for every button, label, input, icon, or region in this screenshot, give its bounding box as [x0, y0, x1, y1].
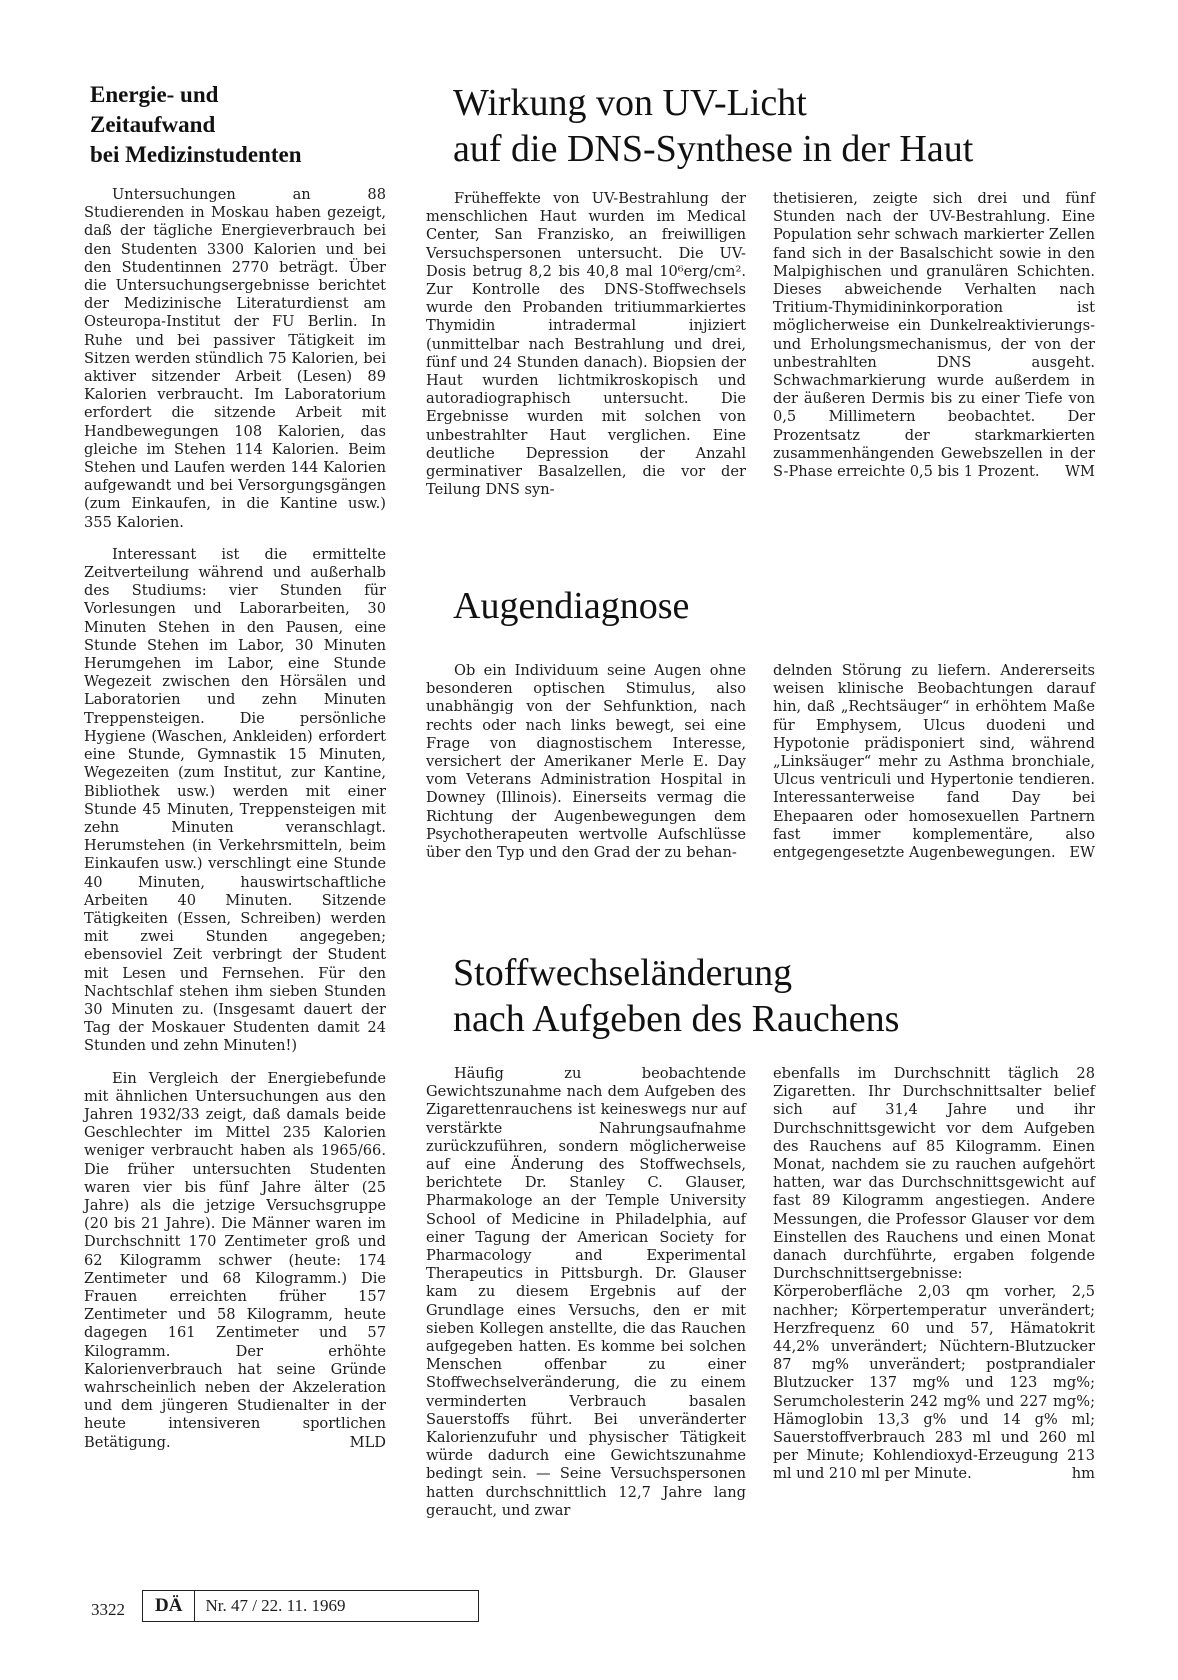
smoke-signature: hm	[1071, 1465, 1095, 1483]
uv-col-2: thetisieren, zeigte sich drei und fünf Stunden nach der UV-Bestrahlung. Eine Population sehr schwach markierter Zellen fand sich in der Basalschicht sowie in den Malpighischen und granulären Schichten. Dieses abweichende Verhalten nach Tritium-Thymidininkorporation ist möglicherweise ein Dunkelreaktivierungs- und Erholungsmechanismus, der von der unbestrahlten DNS ausgeht. Schwachmarkierung wurde außerdem in der äußeren Dermis bis zu einer Tiefe von 0,5 Millimetern beobachtet. Der Prozentsatz der starkmarkierten zusammenhängenden Gewebszellen in der S-Phase erreichte 0,5 bis 1 Prozent. WM	[773, 190, 1095, 481]
page-number: 3322	[91, 1600, 125, 1619]
uv-signature: WM	[1065, 463, 1095, 481]
uv-article-title: Wirkung von UV-Licht auf die DNS-Synthese in der Haut	[453, 82, 974, 170]
eye-article-title: Augendiagnose	[453, 585, 690, 627]
left-article-title: Energie- und Zeitaufwand bei Medizinstudenten	[90, 82, 302, 167]
eye-col-1: Ob ein Individuum seine Augen ohne besonderen optischen Stimulus, also unabhängig von der Sehfunktion, nach rechts oder nach links bewegt, sei eine Frage von diagnostischem Interesse, versichert der Amerikaner Merle E. Day vom Veterans Administration Hospital in Downey (Illinois). Einerseits vermag die Richtung der Augenbewegungen dem Psychotherapeuten wertvolle Aufschlüsse über den Typ und den Grad der zu behan-	[426, 662, 746, 862]
eye-signature: EW	[1069, 844, 1095, 862]
smoke-article-title: Stoffwechseländerung nach Aufgeben des Rauchens	[453, 952, 900, 1040]
left-signature: MLD	[349, 1433, 386, 1451]
left-article-body	[84, 186, 386, 1452]
left-paragraph: Ein Vergleich der Energiebefunde mit ähnlichen Untersuchungen aus den Jahren 1932/33 zeigt, daß damals beide Geschlechter im Mittel 235 Kalorien weniger verbraucht haben als 1965/66. Die früher untersuchten Studenten waren vier bis fünf Jahre älter (25 Jahre) als die jetzige Versuchsgruppe (20 bis 21 Jahre). Die Männer waren im Durchschnitt 170 Zentimeter groß und 62 Kilogramm schwer (heute: 174 Zentimeter und 68 Kilogramm.) Die Frauen erreichten früher 157 Zentimeter und 58 Kilogramm, heute dagegen 161 Zentimeter und 57 Kilogramm. Der erhöhte Kalorienverbrauch hat seine Gründe wahrscheinlich neben der Akzeleration und dem jüngeren Studienalter in der heute intensiveren sportlichen Betätigung. MLD	[84, 1069, 386, 1451]
left-paragraph: Interessant ist die ermittelte Zeitverteilung während und außerhalb des Studiums: vier Stunden für Vorlesungen und Laborarbeiten, 30 Minuten Stehen in den Pausen, eine Stunde Stehen im Labor, 30 Minuten Herumgehen im Labor, eine Stunde Wegezeit zwischen den Hörsälen und Laboratorien und zehn Minuten Treppensteigen. Die persönliche Hygiene (Waschen, Ankleiden) erfordert eine Stunde, Gymnastik 15 Minuten, Wegezeiten (zum Institut, zur Kantine, Bibliothek usw.) werden mit einer Stunde 45 Minuten, Treppensteigen mit zehn Minuten veranschlagt. Herumstehen (in Verkehrsmitteln, beim Einkaufen usw.) verschlingt eine Stunde 40 Minuten, hauswirtschaftliche Arbeiten 40 Minuten. Sitzende Tätigkeiten (Essen, Schreiben) werden mit zwei Stunden angegeben; ebensoviel Zeit verbringt der Student mit Lesen und Fernsehen. Für den Nachtschlaf stehen ihm sieben Stunden 30 Minuten zu. (Insgesamt dauert der Tag der Moskauer Studenten damit 24 Stunden und zehn Minuten!)	[84, 545, 386, 1055]
eye-col-2: delnden Störung zu liefern. Andererseits weisen klinische Beobachtungen darauf hin, daß „Rechtsäuger“ in erhöhtem Maße für Emphysem, Ulcus duodeni und Hypotonie prädisponiert sind, während „Linksäuger“ mehr zu Asthma bronchiale, Ulcus ventriculi und Hypertonie tendieren. Interessanterweise fand Day bei Ehepaaren oder homosexuellen Partnern fast immer komplementäre, also entgegengesetzte Augenbewegungen. EW	[773, 662, 1095, 862]
smoke-col-1: Häufig zu beobachtende Gewichtszunahme nach dem Aufgeben des Zigarettenrauchens ist keineswegs nur auf verstärkte Nahrungsaufnahme zurückzuführen, sondern möglicherweise auf eine Änderung des Stoffwechsels, berichtete Dr. Stanley C. Glauser, Pharmakologe an der Temple University School of Medicine in Philadelphia, auf einer Tagung der American Society for Pharmacology and Experimental Therapeutics in Pittsburgh. Dr. Glauser kam zu diesem Ergebnis auf der Grundlage eines Versuchs, den er mit sieben Kollegen anstellte, die das Rauchen aufgegeben hatten. Es komme bei solchen Menschen offenbar zu einer Stoffwechselveränderung, die zu einem verminderten Verbrauch basalen Sauerstoffs führt. Bei unveränderter Kalorienzufuhr und physischer Tätigkeit würde dadurch eine Gewichtszunahme bedingt sein. — Seine Versuchspersonen hatten durchschnittlich 12,7 Jahre lang geraucht, und zwar	[426, 1065, 746, 1519]
uv-col-1: Früheffekte von UV-Bestrahlung der menschlichen Haut wurden im Medical Center, San Franzisko, an freiwilligen Versuchspersonen untersucht. Die UV-Dosis betrug 8,2 bis 40,8 mal 10⁶erg/cm². Zur Kontrolle des DNS-Stoffwechsels wurde den Probanden tritiummarkiertes Thymidin intradermal injiziert (unmittelbar nach Bestrahlung und drei, fünf und 24 Stunden danach). Biopsien der Haut wurden lichtmikroskopisch und autoradiographisch untersucht. Die Ergebnisse wurden mit solchen von unbestrahlter Haut verglichen. Eine deutliche Depression der Anzahl germinativer Basalzellen, die vor der Teilung DNS syn-	[426, 190, 746, 499]
journal-logo: DÄ	[143, 1591, 195, 1621]
issue-info: Nr. 47 / 22. 11. 1969	[205, 1596, 346, 1615]
journal-footer-box	[142, 1590, 479, 1622]
left-paragraph: Untersuchungen an 88 Studierenden in Moskau haben gezeigt, daß der tägliche Energieverbrauch bei den Studenten 3300 Kalorien und bei den Studentinnen 2770 beträgt. Über die Untersuchungsergebnisse berichtet der Medizinische Literaturdienst am Osteuropa-Institut der FU Berlin. In Ruhe und bei passiver Tätigkeit im Sitzen werden stündlich 75 Kalorien, bei aktiver sitzender Arbeit (Lesen) 89 Kalorien verbraucht. Im Laboratorium erfordert die sitzende Arbeit mit Handbewegungen 108 Kalorien, das gleiche im Stehen 114 Kalorien. Beim Stehen und Laufen werden 144 Kalorien aufgewandt und bei Versorgungsgängen (zum Einkaufen, in die Kantine usw.) 355 Kalorien.	[84, 186, 386, 531]
smoke-col-2: ebenfalls im Durchschnitt täglich 28 Zigaretten. Ihr Durchschnittsalter belief sich auf 31,4 Jahre und ihr Durchschnittsgewicht vor dem Aufgeben des Rauchens auf 85 Kilogramm. Einen Monat, nachdem sie zu rauchen aufgehört hatten, war das Durchschnittsgewicht auf fast 89 Kilogramm angestiegen. Andere Messungen, die Professor Glauser vor dem Einstellen des Rauchens und einen Monat danach durchführte, ergaben folgende Durchschnittsergebnisse: Körperoberfläche 2,03 qm vorher, 2,5 nachher; Körpertemperatur unverändert; Herzfrequenz 60 und 57, Hämatokrit 44,2% unverändert; Nüchtern-Blutzucker 87 mg% unverändert; postprandialer Blutzucker 137 mg% und 123 mg%; Serumcholesterin 242 mg% und 227 mg%; Hämoglobin 13,3 g% und 14 g% ml; Sauerstoffverbrauch 283 ml und 260 ml per Minute; Kohlendioxyd-Erzeugung 213 ml und 210 ml per Minute. hm	[773, 1065, 1095, 1483]
